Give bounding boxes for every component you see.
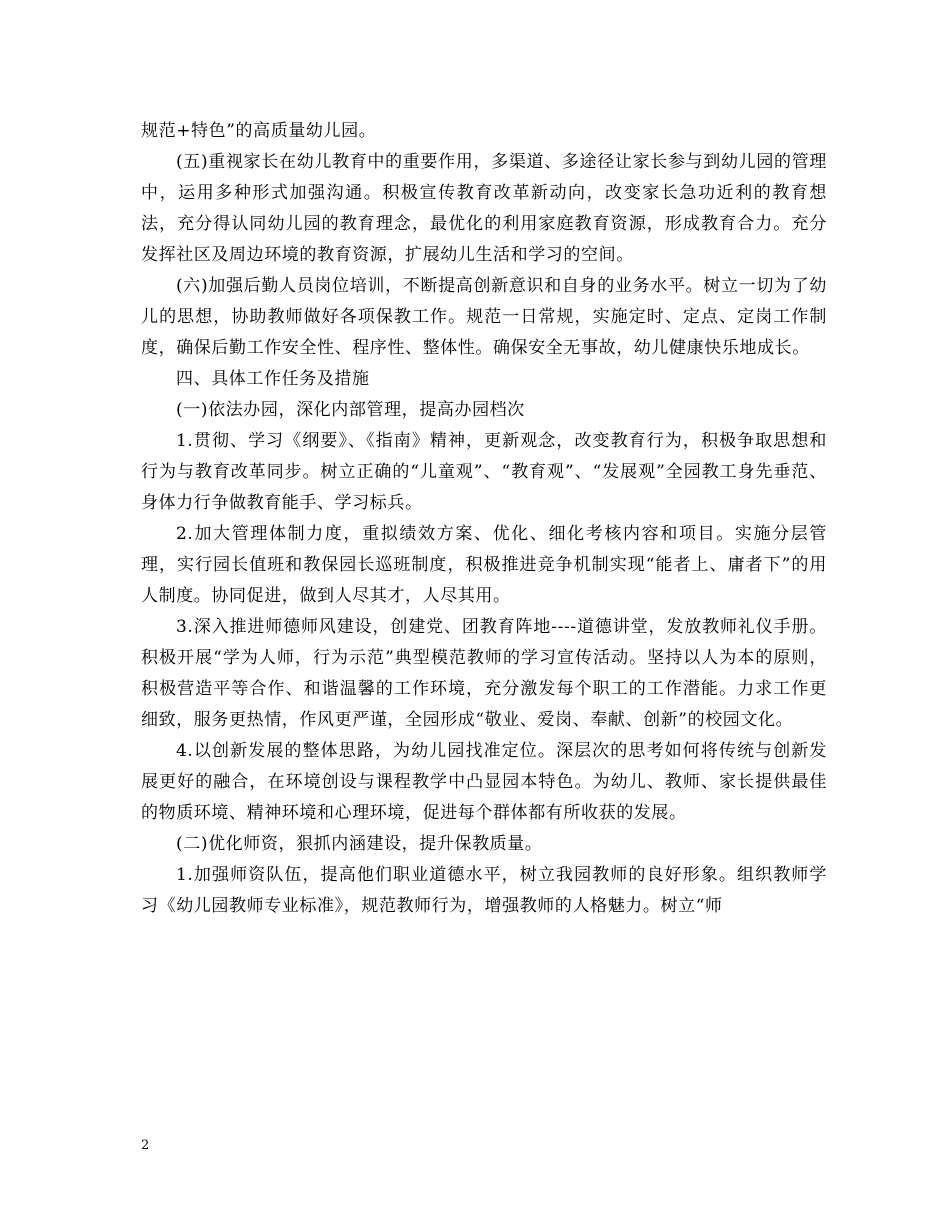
paragraph: 1.加强师资队伍，提高他们职业道德水平，树立我园教师的良好形象。组织教师学习《幼儿园教师专业标准》，规范教师行为，增强教师的人格魅力。树立“师 (141, 865, 827, 916)
paragraph: (六)加强后勤人员岗位培训，不断提高创新意识和自身的业务水平。树立一切为了幼儿的思想，协助教师做好各项保教工作。规范一日常规，实施定时、定点、定岗工作制度，确保后勤工作安全性、程序性、整体性。确保安全无事故，幼儿健康快乐地成长。 (141, 276, 827, 358)
page-number: 2 (141, 1138, 150, 1153)
paragraph: (二)优化师资，狠抓内涵建设，提升保教质量。 (176, 834, 543, 854)
paragraph: 3.深入推进师德师风建设，创建党、团教育阵地----道德讲堂，发放教师礼仪手册。积极开展“学为人师，行为示范”典型模范教师的学习宣传活动。坚持以人为本的原则，积极营造平等合作、和谐温馨的工作环境，充分激发每个职工的工作潜能。力求工作更细致，服务更热情，作风更严谨，全园形成“敬业、爱岗、奉献、创新”的校园文化。 (141, 617, 827, 730)
paragraph: (一)依法办园，深化内部管理，提高办园档次 (176, 400, 525, 420)
paragraph: 四、具体工作任务及措施 (176, 369, 370, 389)
document-body (141, 116, 827, 922)
paragraph: 规范+特色”的高质量幼儿园。 (141, 121, 377, 141)
paragraph: 1.贯彻、学习《纲要》、《指南》精神，更新观念，改变教育行为，积极争取思想和行为与教育改革同步。树立正确的“儿童观”、“教育观”、“发展观”全园教工身先垂范、身体力行争做教育能手、学习标兵。 (141, 431, 827, 513)
paragraph: 4.以创新发展的整体思路，为幼儿园找准定位。深层次的思考如何将传统与创新发展更好的融合，在环境创设与课程教学中凸显园本特色。为幼儿、教师、家长提供最佳的物质环境、精神环境和心理环境，促进每个群体都有所收获的发展。 (141, 741, 827, 823)
paragraph: 2.加大管理体制力度，重拟绩效方案、优化、细化考核内容和项目。实施分层管理，实行园长值班和教保园长巡班制度，积极推进竞争机制实现“能者上、庸者下”的用人制度。协同促进，做到人尽其才，人尽其用。 (141, 524, 827, 606)
paragraph: (五)重视家长在幼儿教育中的重要作用，多渠道、多途径让家长参与到幼儿园的管理中，运用多种形式加强沟通。积极宣传教育改革新动向，改变家长急功近利的教育想法，充分得认同幼儿园的教育理念，最优化的利用家庭教育资源，形成教育合力。充分发挥社区及周边环境的教育资源，扩展幼儿生活和学习的空间。 (141, 152, 827, 265)
